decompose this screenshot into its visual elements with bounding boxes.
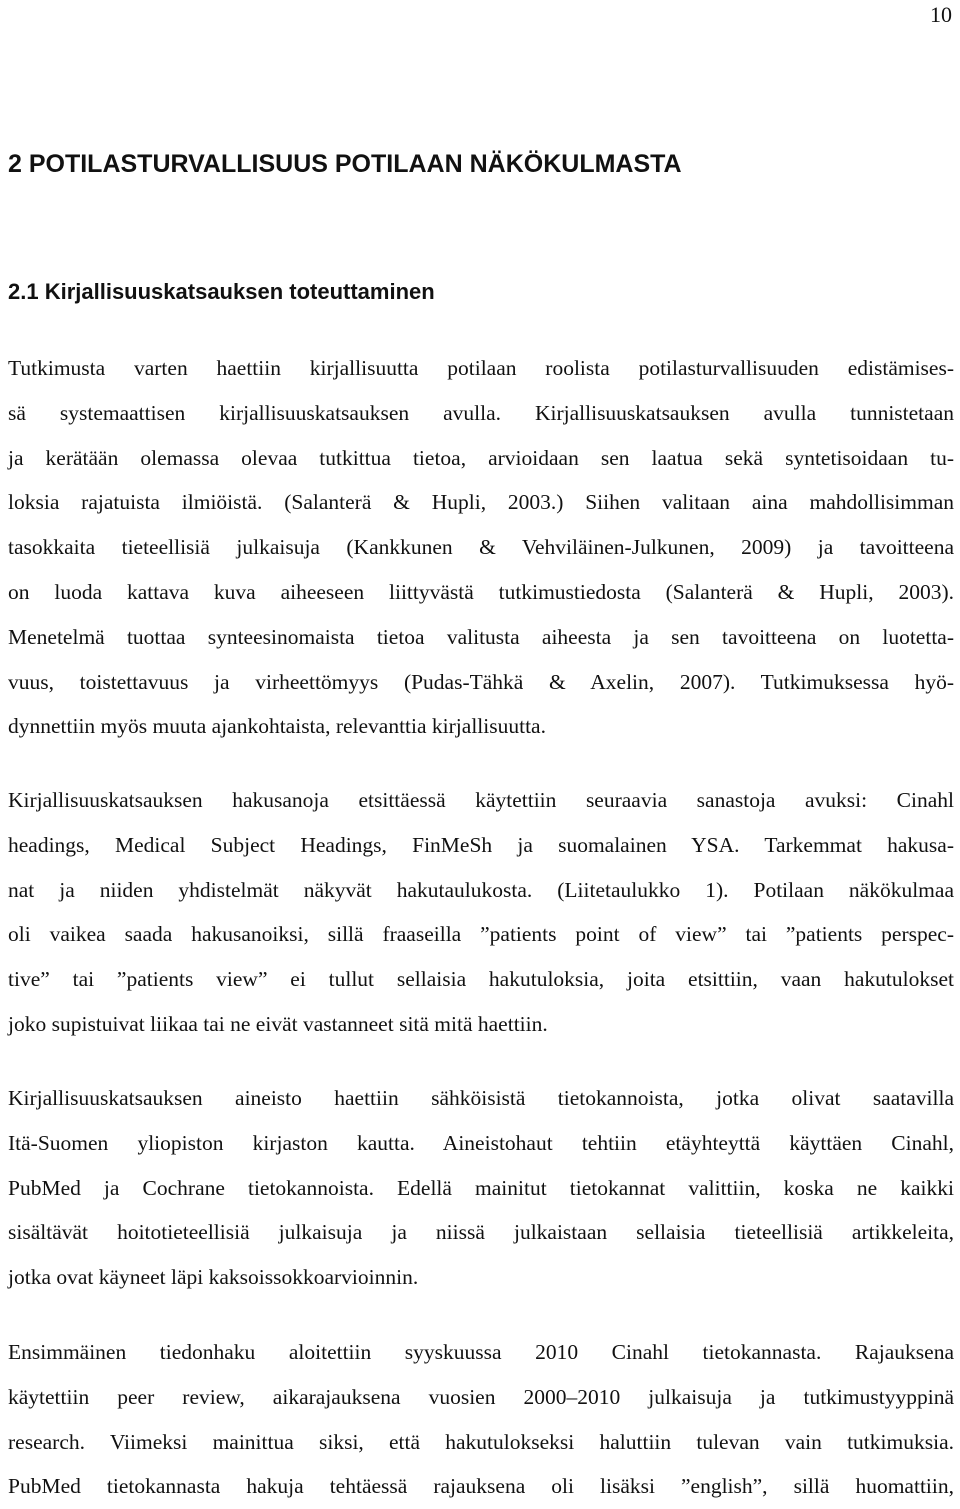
text-line: Tutkimusta varten haettiin kirjallisuutta potilaan roolista potilasturvallisuuden edistämises- bbox=[8, 356, 954, 380]
body-paragraph bbox=[8, 778, 954, 1047]
text-line: PubMed tietokannasta hakuja tehtäessä rajauksena oli lisäksi ”english”, sillä huomattiin, bbox=[8, 1474, 954, 1499]
text-line: tive” tai ”patients view” ei tullut sellaisia hakutuloksia, joita etsittiin, vaan hakutulokset bbox=[8, 967, 954, 992]
text-line: vuus, toistettavuus ja virheettömyys (Pudas-Tähkä & Axelin, 2007). Tutkimuksessa hyö- bbox=[8, 669, 954, 694]
text-line: Kirjallisuuskatsauksen hakusanoja etsittäessä käytettiin seuraavia sanastoja avuksi: Cinahl bbox=[8, 788, 954, 812]
text-line: Itä-Suomen yliopiston kirjaston kautta. Aineistohaut tehtiin etäyhteyttä käyttäen Cinahl, bbox=[8, 1130, 954, 1155]
text-line: loksia rajatuista ilmiöistä. (Salanterä & Hupli, 2003.) Siihen valitaan aina mahdollisimman bbox=[8, 490, 954, 515]
text-line: research. Viimeksi mainittua siksi, että hakutulokseksi haluttiin tulevan vain tutkimuksia. bbox=[8, 1429, 954, 1454]
text-line: ja kerätään olemassa olevaa tutkittua tietoa, arvioidaan sen laatua sekä syntetisoidaan tu- bbox=[8, 445, 954, 470]
text-line: oli vaikea saada hakusanoiksi, sillä fraaseilla ”patients point of view” tai ”patients perspec- bbox=[8, 922, 954, 947]
text-line: PubMed ja Cochrane tietokannoista. Edellä mainitut tietokannat valittiin, koska ne kaikki bbox=[8, 1175, 954, 1200]
section-heading: 2.1 Kirjallisuuskatsauksen toteuttaminen bbox=[8, 279, 435, 304]
body-paragraph bbox=[8, 346, 954, 749]
text-line: Menetelmä tuottaa synteesinomaista tietoa valitusta aiheesta ja sen tavoitteena on luotetta- bbox=[8, 624, 954, 649]
text-line: on luoda kattava kuva aiheeseen liittyvästä tutkimustiedosta (Salanterä & Hupli, 2003). bbox=[8, 579, 954, 604]
text-line: headings, Medical Subject Headings, FinMeSh ja suomalainen YSA. Tarkemmat hakusa- bbox=[8, 832, 954, 857]
text-line: sä systemaattisen kirjallisuuskatsauksen avulla. Kirjallisuuskatsauksen avulla tunnistetaan bbox=[8, 400, 954, 425]
text-line: Ensimmäinen tiedonhaku aloitettiin syyskuussa 2010 Cinahl tietokannasta. Rajauksena bbox=[8, 1340, 954, 1364]
chapter-heading: 2 POTILASTURVALLISUUS POTILAAN NÄKÖKULMASTA bbox=[8, 150, 682, 178]
body-paragraph bbox=[8, 1076, 954, 1300]
text-line: Kirjallisuuskatsauksen aineisto haettiin sähköisistä tietokannoista, jotka olivat saatavilla bbox=[8, 1086, 954, 1110]
text-line: nat ja niiden yhdistelmät näkyvät hakutaulukosta. (Liitetaulukko 1). Potilaan näkökulmaa bbox=[8, 877, 954, 902]
text-line: sisältävät hoitotieteellisiä julkaisuja ja niissä julkaistaan sellaisia tieteellisiä artikkeleita, bbox=[8, 1220, 954, 1245]
text-line: tasokkaita tieteellisiä julkaisuja (Kankkunen & Vehviläinen-Julkunen, 2009) ja tavoitteena bbox=[8, 535, 954, 560]
text-line: jotka ovat käyneet läpi kaksoissokkoarvioinnin. bbox=[8, 1265, 419, 1290]
page-number: 10 bbox=[930, 2, 952, 27]
text-line: dynnettiin myös muuta ajankohtaista, relevanttia kirjallisuutta. bbox=[8, 714, 546, 739]
text-line: joko supistuivat liikaa tai ne eivät vastanneet sitä mitä haettiin. bbox=[8, 1011, 548, 1036]
body-paragraph bbox=[8, 1330, 954, 1509]
text-line: käytettiin peer review, aikarajauksena vuosien 2000–2010 julkaisuja ja tutkimustyyppinä bbox=[8, 1384, 954, 1409]
